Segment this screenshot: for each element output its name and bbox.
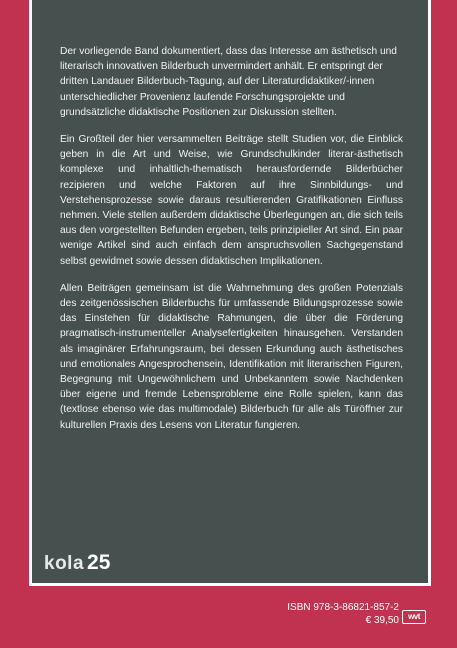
blurb-text [60,44,403,445]
series-number: 25 [87,551,111,574]
back-cover-panel [32,0,428,583]
publisher-logo-icon: wvt [402,610,426,624]
isbn-block [287,601,399,627]
price: € 39,50 [365,615,399,626]
blurb-paragraph-2: Ein Großteil der hier versammelten Beiträge stellt Studien vor, die Einblick geben in die Art und Weise, wie Grundschulkinder literar-ästhetisch komplexe und inhaltlich-thematisch herausfordernde Bilderbücher rezipieren und welche Faktoren auf ihre Sinnbildungs- und Verstehensprozesse sowie daraus resultierenden Gratifikationen Einfluss nehmen. Viele stellen außerdem didaktische Überlegungen an, die sich teils aus den vorgestellten Befunden ergeben, teils prinzipieller Art sind. Ein paar wenige Artikel sind auch einfach dem anspruchsvollen Sachgegenstand selbst gewidmet sowie dessen didaktischen Implikationen. [60,134,403,267]
blurb-paragraph-1: Der vorliegende Band dokumentiert, dass das Interesse am ästhetisch und literarisch innovativen Bilderbuch unvermindert anhält. Er entspringt der dritten Landauer Bilderbuch-Tagung, auf der Literaturdidaktiker/-innen unterschiedlicher Provenienz laufende Forschungsprojekte und grundsätzliche didaktische Positionen zur Diskussion stellten. [60,46,397,118]
blurb-paragraph-3: Allen Beiträgen gemeinsam ist die Wahrnehmung des großen Potenzials des zeitgenössischen Bilderbuchs für umfassende Bildungsprozesse sowie das Einstehen für didaktische Rahmungen, die über die Förderung pragmatisch-instrumenteller Analysefertigkeiten hinausgehen. Verstanden als imaginärer Erfahrungsraum, bei dessen Erkundung auch ästhetisches und emotionales Angesprochensein, Identifikation mit literarischen Figuren, Begegnung mit Ungewöhnlichem und Unbekanntem sowie Nachdenken über eigene und fremde Lebensprobleme eine Rolle spielen, kann das (textlose ebenso wie das multimodale) Bilderbuch für alle als Türöffner zur kulturellen Praxis des Lesens von Literatur fungieren. [60,282,403,431]
series-label [44,551,110,575]
isbn-number: ISBN 978-3-86821-857-2 [287,602,399,613]
series-name: kola [44,553,85,574]
